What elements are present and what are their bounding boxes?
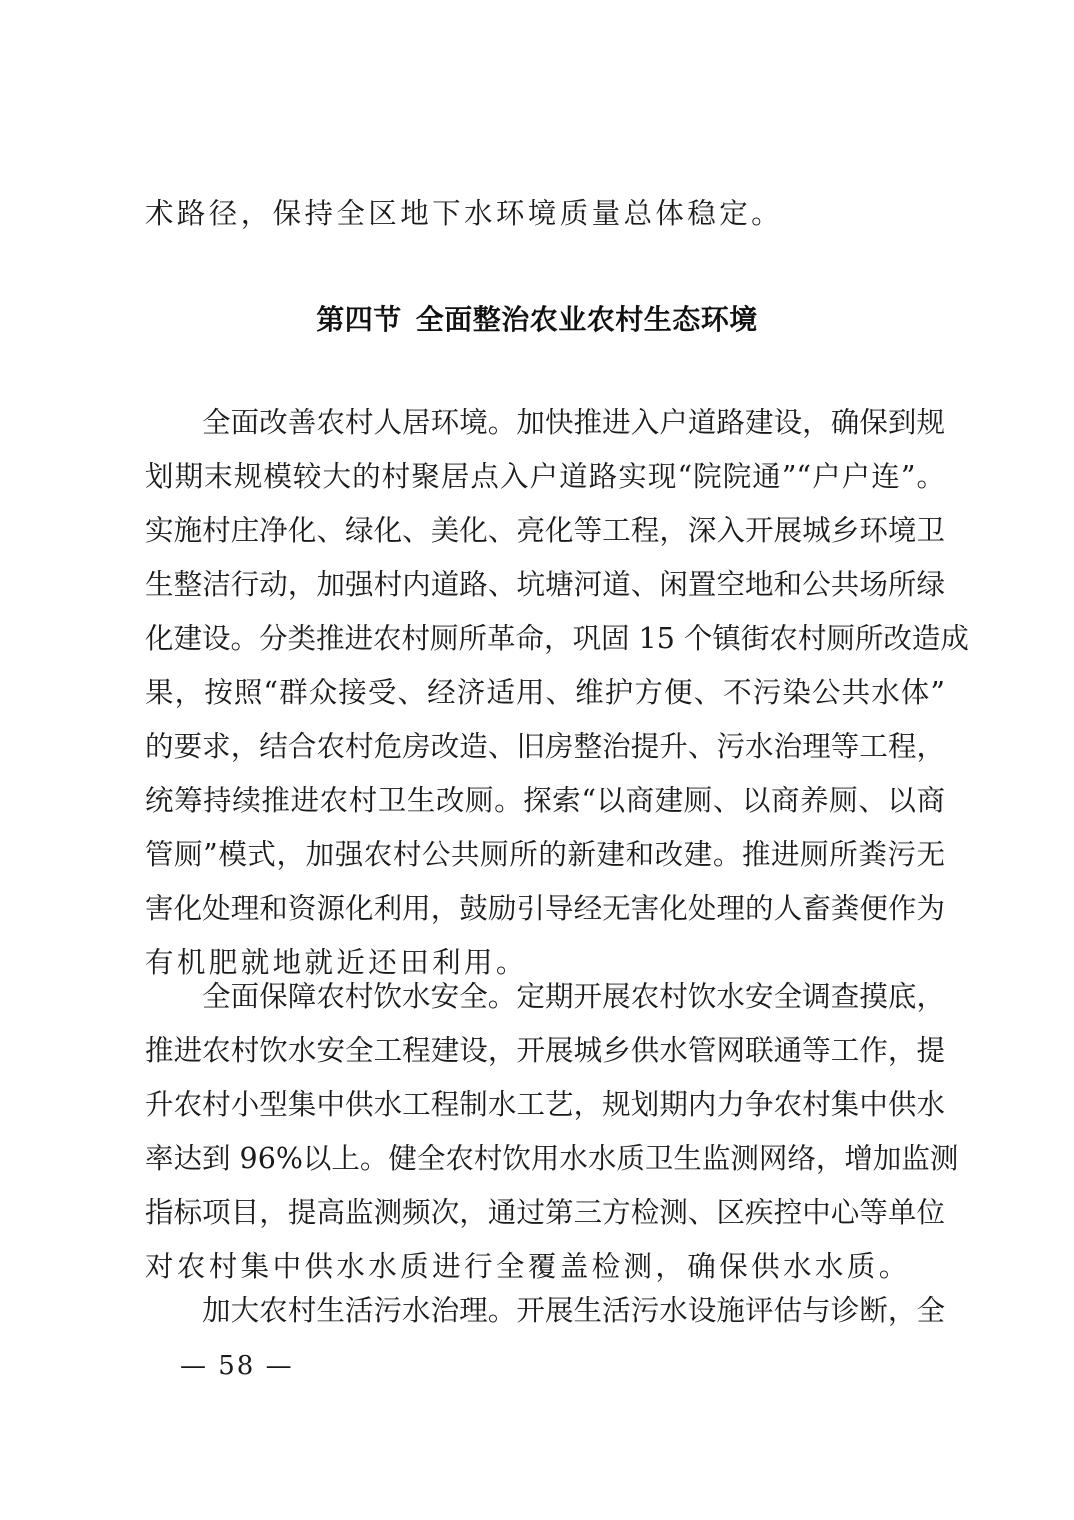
text-line: 害化处理和资源化利用，鼓励引导经无害化处理的人畜粪便作为 (145, 892, 945, 925)
text-line: 实施村庄净化、绿化、美化、亮化等工程，深入开展城乡环境卫 (145, 514, 945, 547)
paragraph-rural-sewage (145, 1284, 945, 1338)
paragraph-rural-living-environment (145, 396, 969, 990)
paragraph-rural-drinking-water (145, 970, 959, 1294)
text-line: 划期末规模较大的村聚居点入户道路实现“院院通”“户户连”。 (145, 460, 945, 493)
text-line: 推进农村饮水安全工程建设，开展城乡供水管网联通等工作，提 (145, 1034, 945, 1067)
text-line: 率达到 96%以上。健全农村饮用水水质卫生监测网络，增加监测 (145, 1142, 959, 1175)
text-line: 果，按照“群众接受、经济适用、维护方便、不污染公共水体” (145, 676, 945, 709)
text-line: 对农村集中供水水质进行全覆盖检测，确保供水水质。 (145, 1250, 911, 1283)
carryover-paragraph (145, 187, 945, 241)
text-line: 有机肥就地就近还田利用。 (145, 946, 528, 979)
section-heading (0, 293, 1074, 347)
section-title: 全面整治农业农村生态环境 (415, 303, 758, 336)
text-line: 的要求，结合农村危房改造、旧房整治提升、污水治理等工程， (145, 730, 945, 763)
text-line: 术路径，保持全区地下水环境质量总体稳定。 (145, 197, 784, 230)
text-line: 管厕”模式，加强农村公共厕所的新建和改建。推进厕所粪污无 (145, 838, 945, 871)
section-number: 第四节 (316, 303, 402, 336)
text-line: 升农村小型集中供水工程制水工艺，规划期内力争农村集中供水 (145, 1088, 945, 1121)
page-number: — 58 — (180, 1351, 294, 1381)
text-line: 指标项目，提高监测频次，通过第三方检测、区疾控中心等单位 (145, 1196, 945, 1229)
text-line: 化建设。分类推进农村厕所革命，巩固 15 个镇街农村厕所改造成 (145, 622, 969, 655)
text-line: 全面保障农村饮水安全。定期开展农村饮水安全调查摸底， (202, 980, 945, 1013)
text-line: 统筹持续推进农村卫生改厕。探索“以商建厕、以商养厕、以商 (145, 784, 945, 817)
text-line: 生整洁行动，加强村内道路、坑塘河道、闲置空地和公共场所绿 (145, 568, 945, 601)
text-line: 加大农村生活污水治理。开展生活污水设施评估与诊断，全 (202, 1294, 945, 1327)
text-line: 全面改善农村人居环境。加快推进入户道路建设，确保到规 (202, 406, 945, 439)
